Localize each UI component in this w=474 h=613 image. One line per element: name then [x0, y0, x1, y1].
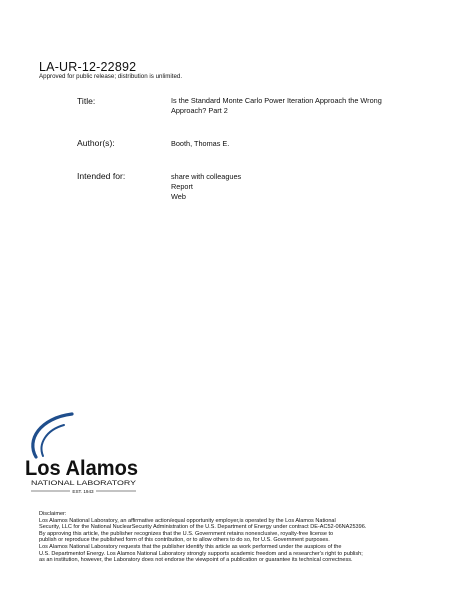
intended-item: share with colleagues — [171, 172, 242, 181]
logo-swoosh — [33, 414, 72, 457]
authors-label: Author(s): — [77, 138, 115, 148]
logo-swoosh-inner — [42, 425, 64, 456]
disclaimer-line: By approving this article, the publisher recognizes that the U.S. Government retains nonexclusive, royalty-free license to — [39, 530, 334, 537]
title-label: Title: — [77, 96, 96, 106]
disclaimer-line: Disclaimer: — [39, 511, 67, 517]
title-line: Is the Standard Monte Carlo Power Iteration Approach the Wrong — [171, 96, 382, 105]
intended-value — [171, 172, 431, 202]
disclaimer-line: as an institution, however, the Laboratory does not endorse the viewpoint of a publication or guarantee its technical correctness. — [39, 557, 353, 564]
disclaimer-line: U.S. Departmentof Energy. Los Alamos National Laboratory strongly supports academic freedom and a researcher's right to publish; — [39, 550, 363, 557]
disclaimer — [39, 511, 459, 564]
intended-item: Report — [171, 182, 193, 191]
title-value — [171, 96, 431, 116]
disclaimer-line: Security, LLC for the National NuclearSecurity Administration of the U.S. Department of Energy under contract DE-AC52-06NA25396. — [39, 524, 367, 531]
approval-statement: Approved for public release; distribution is unlimited. — [39, 73, 183, 80]
logo-subtitle: NATIONAL LABORATORY — [31, 480, 137, 487]
intended-item: Web — [171, 192, 186, 201]
disclaimer-line: Los Alamos National Laboratory, an affirmative action/equal opportunity employer,is operated by the Los Alamos National — [39, 517, 336, 524]
disclaimer-line: Los Alamos National Laboratory requests that the publisher identify this article as work performed under the auspices of the — [39, 543, 342, 550]
report-number: LA-UR-12-22892 — [39, 60, 137, 74]
logo-name: Los Alamos — [25, 457, 138, 480]
title-line: Approach? Part 2 — [171, 106, 228, 115]
authors-value: Booth, Thomas E. — [171, 139, 230, 148]
lanl-logo — [14, 404, 144, 494]
logo-est: EST. 1943 — [72, 489, 94, 494]
intended-label: Intended for: — [77, 171, 126, 181]
disclaimer-line: publish or reproduce the published form of this contribution, or to allow others to do so, for U.S. Government purposes. — [39, 537, 330, 544]
